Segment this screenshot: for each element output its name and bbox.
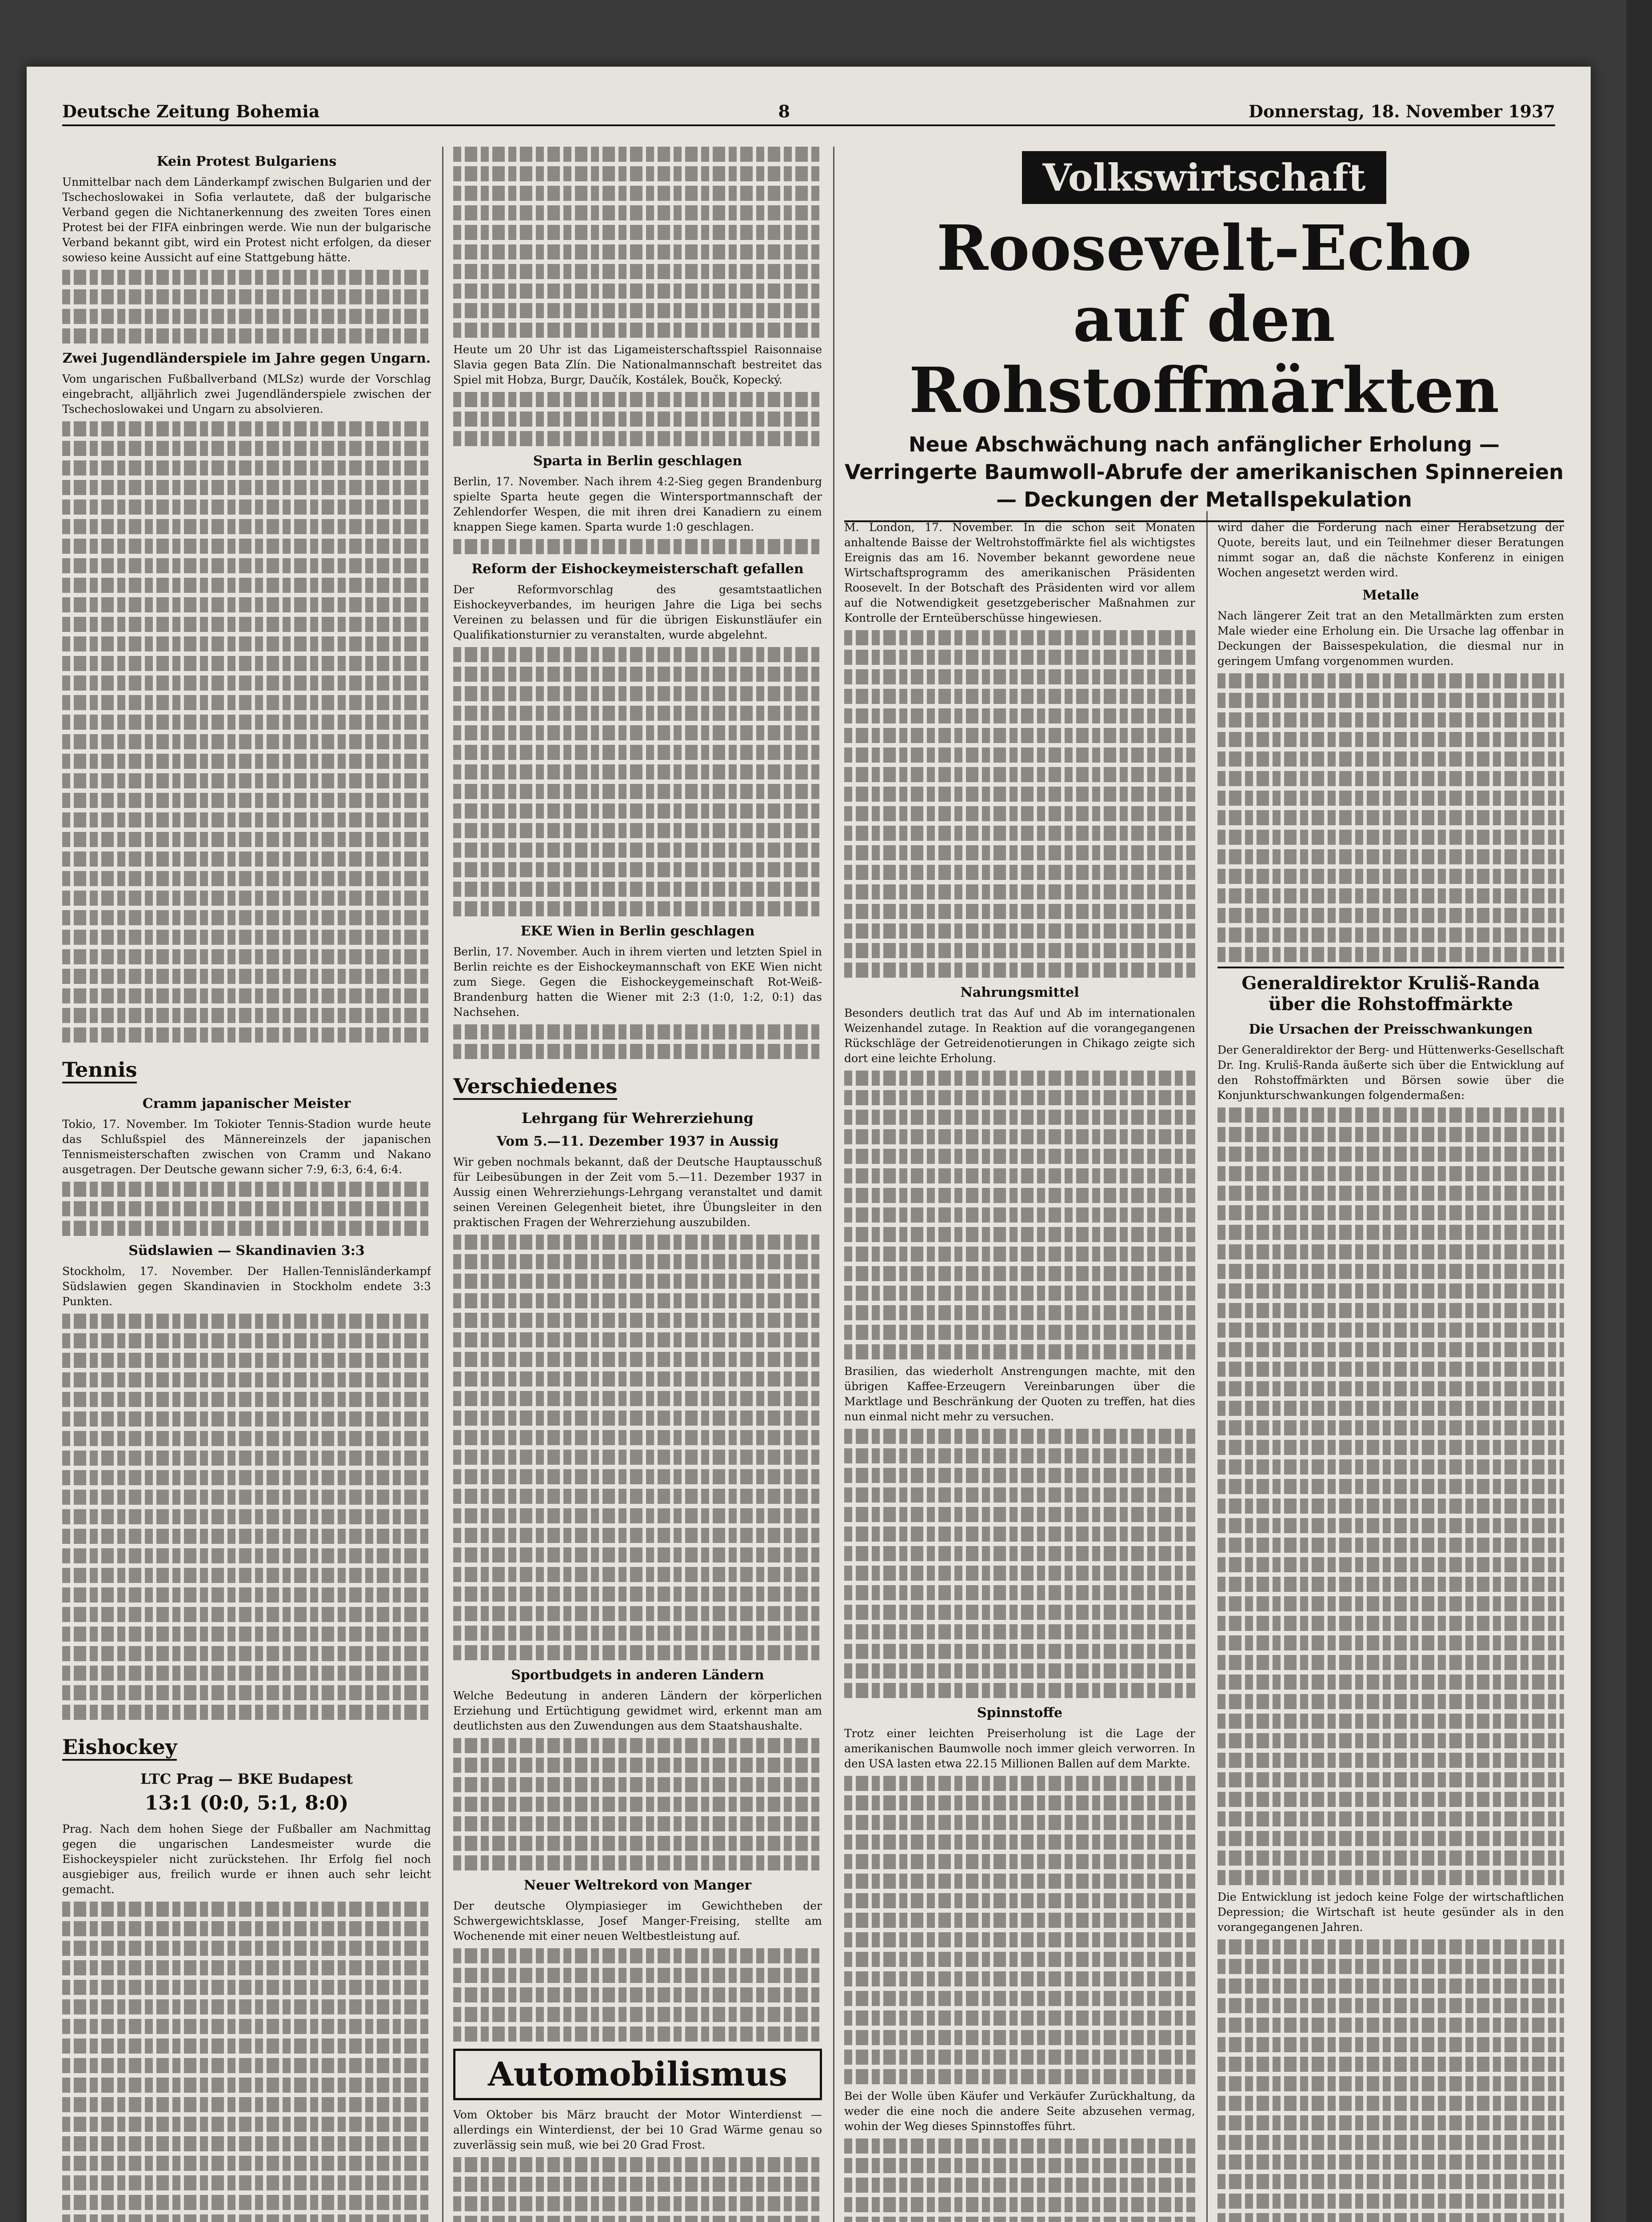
article-title: LTC Prag — BKE Budapest [140,1770,353,1787]
article-title: Generaldirektor Kruliš-Randa über die Rohstoffmärkte [1217,967,1564,1015]
column-divider [1206,511,1208,2222]
article-text: Der Generaldirektor der Berg- und Hüttenwerks-Gesellschaft Dr. Ing. Kruliš-Randa äußerte sich über die Entwicklung auf den Rohstoffmärkten und Börsen sowie über die Konjunkturschwankungen folgendermaßen: [1217,1043,1564,1102]
article-text: Tokio, 17. November. Im Tokioter Tennis-Stadion wurde heute das Schlußspiel des Männereinzels der japanischen Tennismeisterschaften zwischen von Cramm und Nakano ausgetragen. Der Deutsche gewann sicher 7:9, 6:3, 6:4, 6:4. [62,1118,431,1176]
article-subheading: Nahrungsmittel [960,985,1079,1000]
section-heading-volkswirtschaft: Volkswirtschaft [1022,151,1386,204]
article-text: Berlin, 17. November. Auch in ihrem vierten und letzten Spiel in Berlin reichte es der Eishockeymannschaft von EKE Wien nicht zum Siege. Gegen die Eishockeygemeinschaft Rot-Weiß-Brandenburg hatten die Wiener mit 2:3 (1:0, 1:2, 0:1) das Nachsehen. [453,945,822,1019]
article-text: Wir geben nochmals bekannt, daß der Deutsche Hauptausschuß für Leibesübungen in der Zeit vom 5.—11. Dezember 1937 in Aussig einen Wehrerziehungs-Lehrgang veranstaltet und damit seinen Vereinen Gelegenheit bietet, ihre Übungsleiter in den praktischen Fragen der Wehrerziehung auszubilden. [453,1155,822,1229]
page-number: 8 [778,101,790,121]
article-title: Zwei Jugendländerspiele im Jahre gegen Ungarn. [62,351,431,366]
section-heading-eishockey: Eishockey [62,1735,177,1761]
column-divider [442,147,443,2222]
main-headline [844,213,1564,426]
column-1 [62,147,431,2222]
newspaper-name: Deutsche Zeitung Bohemia [62,101,320,121]
article-subheading: Metalle [1362,587,1419,603]
article-title: Neuer Weltrekord von Manger [523,1878,752,1893]
article-text: Trotz einer leichten Preiserholung ist die Lage der amerikanischen Baumwolle noch immer gleich verworren. In den USA lasten etwa 22.15 Millionen Ballen auf dem Markte. [844,1727,1195,1770]
newspaper-page [27,67,1591,2222]
article-text: Stockholm, 17. November. Der Hallen-Tennisländerkampf Südslawien gegen Skandinavien in Stockholm endete 3:3 Punkten. [62,1265,431,1308]
headline-line-1: Roosevelt-Echo [936,212,1472,285]
article-text: Vom Oktober bis März braucht der Motor Winterdienst — allerdings ein Winterdienst, der bei 10 Grad Wärme genau so zuverlässig sein muß, wie bei 20 Grad Frost. [453,2108,822,2151]
article-text: Welche Bedeutung in anderen Ländern der körperlichen Erziehung und Ertüchtigung gewidmet wird, erkennt man am deutlichsten aus den Zuwendungen aus dem Staatshaushalte. [453,1689,822,1732]
issue-date: Donnerstag, 18. November 1937 [1248,101,1555,121]
article-text: Besonders deutlich trat das Auf und Ab im internationalen Weizenhandel zutage. In Reaktion auf die vorangegangenen Rückschläge der Getreidenotierungen in Chikago zeigte sich dort eine leichte Erholung. [844,1007,1195,1065]
section-heading-tennis: Tennis [62,1058,137,1083]
article-subheading: Die Ursachen der Preisschwankungen [1249,1022,1533,1037]
column-2 [453,147,822,2222]
article-dateline: Vom 5.—11. Dezember 1937 in Aussig [496,1134,779,1149]
article-title: Lehrgang für Wehrerziehung [522,1110,754,1127]
scan-edge-strip [1626,0,1652,2222]
headline-line-2: auf den Rohstoffmärkten [909,283,1500,427]
article-text: Bei der Wolle üben Käufer und Verkäufer Zurückhaltung, da weder die eine noch die andere Seite abzusehen vermag, wohin der Weg dieses Spinnstoffes führt. [844,2090,1195,2133]
article-title: EKE Wien in Berlin geschlagen [520,923,755,939]
column-4 [1217,520,1564,2222]
subheadline: Neue Abschwächung nach anfänglicher Erholung — Verringerte Baumwoll-Abrufe der amerikanischen Spinnereien — Deckungen der Metallspekulation [845,432,1564,512]
article-text: Vom ungarischen Fußballverband (MLSz) wurde der Vorschlag eingebracht, alljährlich zwei Jugendländerspiele zwischen der Tschechoslowakei und Ungarn zu absolvieren. [62,372,431,416]
article-title: Kein Protest Bulgariens [156,154,337,169]
article-text: Prag. Nach dem hohen Siege der Fußballer am Nachmittag gegen die ungarischen Landesmeister wurde die Eishockeyspieler nicht zurückstehen. Ihr Erfolg fiel noch ausgiebiger aus, freilich wurde er ihnen auch sehr leicht gemacht. [62,1822,431,1896]
article-text: Brasilien, das wiederholt Anstrengungen machte, mit den übrigen Kaffee-Erzeugern Vereinbarungen über die Marktlage und Beschränkung der Quoten zu treffen, hat dies nun einmal nicht mehr zu versuchen. [844,1365,1195,1423]
section-heading-automobilismus: Automobilismus [453,2049,822,2100]
article-text: Nach längerer Zeit trat an den Metallmärkten zum ersten Male wieder eine Erholung ein. Die Ursache lag offenbar in Deckungen der Baissespekulation, die diesmal nur in geringem Umfang vorgenommen wurden. [1217,609,1564,667]
article-text: Heute um 20 Uhr ist das Ligameisterschaftsspiel Raisonnaise Slavia gegen Bata Zlín. Die Nationalmannschaft bestreitet das Spiel mit Hobza, Burgr, Daučík, Kostálek, Boučk, Kopecký. [453,343,822,386]
match-score: 13:1 (0:0, 5:1, 8:0) [144,1792,349,1814]
article-text: Unmittelbar nach dem Länderkampf zwischen Bulgarien und der Tschechoslowakei in Sofia verlautete, daß der bulgarische Verband gegen die Nichtanerkennung des zweiten Tores einen Protest bei der FIFA einbringen werde. Wie nun der bulgarische Verband bekannt gibt, wird ein Protest nicht erfolgen, da dieser sowieso keine Aussicht auf eine Stattgebung hätte. [62,176,431,264]
article-title: Cramm japanischer Meister [142,1096,351,1111]
column-3 [844,520,1195,2222]
column-divider [833,147,834,2222]
section-heading-verschiedenes: Verschiedenes [453,1074,617,1100]
page-header [62,98,1555,126]
article-text: wird daher die Forderung nach einer Herabsetzung der Quote, bereits laut, und ein Teilnehmer dieser Beratungen nimmt sogar an, daß die nächste Konferenz in einigen Wochen angesetzt werden wird. [1217,521,1564,579]
article-text: M. London, 17. November. In die schon seit Monaten anhaltende Baisse der Weltrohstoffmärkte fiel als wichtigstes Ereignis das am 16. November bekannt gewordene neue Wirtschaftsprogramm des amerikanischen Präsidenten Roosevelt. In der Botschaft des Präsidenten wird vor allem auf die Notwendigkeit gesetzgeberischer Maßnahmen zur Kontrolle der Ernteüberschüsse hingewiesen. [844,521,1195,624]
economy-banner [844,151,1564,529]
article-text: Der Reformvorschlag des gesamtstaatlichen Eishockeyverbandes, im heurigen Jahre die Liga bei sechs Vereinen zu belassen und für die übrigen Eiskunstläufer ein Qualifikationsturnier zu veranstalten, wurde abgelehnt. [453,583,822,641]
article-title: Südslawien — Skandinavien 3:3 [128,1243,365,1259]
article-subheading: Spinnstoffe [977,1705,1063,1721]
article-title: Sportbudgets in anderen Ländern [511,1667,764,1683]
article-title: Reform der Eishockeymeisterschaft gefallen [471,561,804,577]
article-text: Berlin, 17. November. Nach ihrem 4:2-Sieg gegen Brandenburg spielte Sparta heute gegen die Wintersportmannschaft der Zehlendorfer Wespen, die mit ihren drei Kanadiern zu einem knappen Siege kamen. Sparta wurde 1:0 geschlagen. [453,475,822,533]
article-text: Der deutsche Olympiasieger im Gewichtheben der Schwergewichtsklasse, Josef Manger-Freising, stellte am Wochenende mit einer neuen Weltbestleistung auf. [453,1899,822,1942]
article-title: Sparta in Berlin geschlagen [533,453,742,469]
article-text: Die Entwicklung ist jedoch keine Folge der wirtschaftlichen Depression; die Wirtschaft ist heute gesünder als in den vorangegangenen Jahren. [1217,1890,1564,1934]
